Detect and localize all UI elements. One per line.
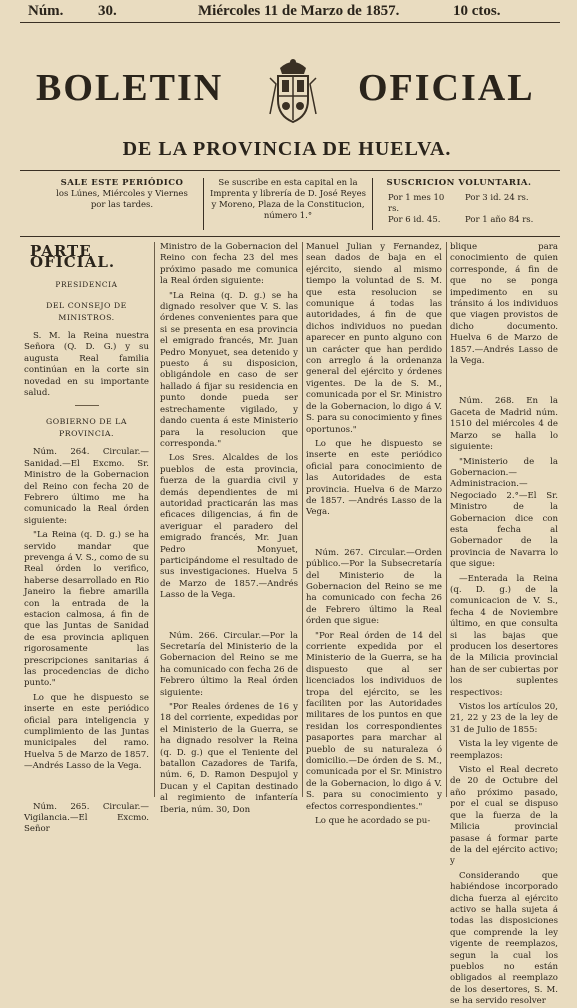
info-rule: [20, 236, 560, 237]
column-divider: [446, 242, 447, 797]
paragraph: blique para conocimiento de quien corresponde, á fin de que no se ponga impedimento en su tránsito á los individuos que viagen provistos de dicho documento. Huelva 6 de Marzo de 1857.—Andrés Lasso de la Vega.: [450, 242, 558, 367]
masthead-rule: [20, 170, 560, 171]
paragraph: —Enterada la Reina (q. D. g.) de la comunicacion de V. S., fecha 4 de Noviembre último, en que consulta si las bajas que producen los desertores de la Milicia provincial han de ser cubiertas por los suplentes respectivos:: [450, 573, 558, 698]
masthead-left: BOLETIN: [36, 67, 224, 109]
paragraph: Ministro de la Gobernacion del Reino con fecha 23 del mes próximo pasado me comunica la Real órden siguiente:: [160, 242, 298, 287]
publication-info: [52, 178, 192, 230]
paragraph: Núm. 266. Circular.—Por la Secretaría del Ministerio de la Gobernacion del Reino se me ha comunicado con fecha 26 de Febrero último la Real órden siguiente:: [160, 630, 298, 698]
paragraph: Núm. 265. Circular.— Vigilancia.—El Excmo. Señor: [24, 801, 149, 835]
masthead-right: OFICIAL: [358, 67, 535, 109]
paragraph: S. M. la Reina nuestra Señora (Q. D. G.) y su augusta Real familia continúan en la corte sin novedad en su importante salud.: [24, 331, 149, 399]
rate-item: Por 1 mes 10 rs.: [388, 193, 445, 214]
presidency-heading: PRESIDENCIA: [55, 279, 118, 289]
column-divider: [302, 242, 303, 797]
paragraph: "Por Real órden de 14 del corriente expedida por el Ministerio de la Guerra, se ha dispuesto que al ser licenciados los individuos de tropa del ejército, se les faciliten por las Autoridades militares de los puntos en que residan los correspondientes pasaportes para marchar al pueblo de su naturaleza ó domicilio.—De órden de S. M., comunicada por el Sr. Ministro de la Gobernacion, lo digo á V. S. para su conocimiento y efectos correspondientes.": [306, 630, 442, 812]
paragraph: "La Reina (q. D. g.) se ha servido mandar que prevenga á V. S., como de su Real órden lo verifico, haberse desarrollado en Rio Janeiro la fiebre amarilla con la entrada de la estacion calmosa, á fin de que las Juntas de Sanidad de esa provincia apliquen rigorosamente las prescripciones sanitarias á las procedencias de dicho punto.": [24, 530, 149, 689]
paragraph: Considerando que habiéndose incorporado dicha fuerza al ejército activo se halla sujeta á todas las disposiciones que comprende la ley vigente de reemplazos, segun la cual los pueblos no están obligados al reemplazo de los desertores, S. M. se ha servido resolver: [450, 870, 558, 1007]
paragraph: Núm. 268. En la Gaceta de Madrid núm. 1510 del miércoles 4 de Marzo se halla lo siguiente:: [450, 396, 558, 453]
paragraph: Lo que he acordado se pu-: [315, 816, 431, 827]
government-heading: GOBIERNO DE LA PROVINCIA.: [46, 417, 127, 438]
paragraph: Núm. 267. Circular.—Orden público.—Por la Subsecretaría del Ministerio de la Gobernacion del Reino se me ha comunicado con fecha 26 de Febrero último la Real órden que sigue:: [306, 547, 442, 627]
subscription-place: [203, 178, 373, 230]
paragraph: Lo que he dispuesto se inserte en este periódico oficial para conocimiento de las Autoridades de esta provincia. Huelva 6 de Marzo de 1857. —Andrés Lasso de la Vega.: [306, 438, 442, 518]
masthead-subtitle: DE LA PROVINCIA DE HUELVA.: [122, 138, 452, 160]
rate-item: Por 6 id. 45.: [388, 215, 441, 225]
paragraph: "Por Reales órdenes de 16 y 18 del corriente, expedidas por el Ministerio de la Guerra, se ha dignado resolver la Reina (q. D. g.) que el Teniente del batallon Cazadores de Tarifa, núm. 6, D. Ramon Despujol y Ducan y el Capitan destinado al regimiento de infantería Iberia, núm. 30, Don: [160, 702, 298, 815]
paragraph: Lo que he dispuesto se inserte en este periódico oficial para inteligencia y cumplimiento de las Juntas municipales del ramo. Huelva 5 de Marzo de 1857.—Andrés Lasso de la Vega.: [24, 692, 149, 772]
paragraph: Núm. 264. Circular.— Sanidad.—El Excmo. Sr. Ministro de la Gobernacion del Reino con fecha 20 de Febrero último me ha comunicado la Real órden siguiente:: [24, 447, 149, 526]
paragraph: Visto el Real decreto de 20 de Octubre del año próximo pasado, por el cual se dispuso que la fuerza de la Milicia provincial pasase á formar parte de la del ejército activo; y: [450, 765, 558, 867]
publication-days: los Lúnes, Miércoles y Viernes por las tardes.: [56, 189, 188, 210]
subscription-text: Se suscribe en esta capital en la Imprenta y librería de D. José Reyes y Moreno, Plaza de la Constitucion, número 1.°: [210, 178, 366, 221]
paragraph: Manuel Julian y Fernandez, sean dados de baja en el ejército, siendo al mismo tiempo la voluntad de S. M. que esta resolucion se comunique á todas las autoridades, á fin de que dichos individuos no puedan aparecer en punto alguno con un carácter que han perdido con arreglo á la ordenanza general del ejército y órdenes vigentes. De la de S. M., comunicada por el Sr. Ministro de la Gobernacion, lo digo á V. S. para su conocimiento y fines oportunos.": [306, 242, 442, 435]
issue-number: 30.: [98, 3, 117, 19]
paragraph: Vistos los artículos 20, 21, 22 y 23 de la ley de 31 de Julio de 1855:: [450, 702, 558, 735]
issue-date: Miércoles 11 de Marzo de 1857.: [198, 3, 400, 19]
paragraph: "Ministerio de la Gobernacion.—Administracion.—Negociado 2.°—El Sr. Ministro de la Gobernacion dice con esta fecha al Gobernador de la provincia de Navarra lo que sigue:: [450, 456, 558, 570]
header-rule: [20, 22, 560, 23]
paragraph: "La Reina (q. D. g.) se ha dignado resolver que V. S. las órdenes convenientes para que si se presenta en esa provincia el emigrado francés, Mr. Juan Pedro Monyuet, sea detenido y puesto á su disposicion, obligándole en caso de ser hallado á fijar su residencia en punto donde pueda ser estrechamente vigilado, y dando cuenta á este Ministerio para la resolucion que corresponda.": [160, 290, 298, 449]
publication-title: SALE ESTE PERIÓDICO: [60, 178, 184, 188]
council-heading: DEL CONSEJO DE MINISTROS.: [46, 301, 127, 322]
rates-table: [384, 193, 534, 226]
divider: [75, 405, 99, 406]
column-2: [160, 242, 298, 815]
subscription-rates: [384, 178, 534, 230]
paragraph: Vista la ley vigente de reemplazos:: [450, 739, 558, 761]
column-4: [450, 242, 558, 1007]
issue-number-label: Núm.: [28, 3, 64, 19]
rate-item: Por 1 año 84 rs.: [465, 215, 534, 225]
subscription-title: SUSCRICION VOLUNTARIA.: [386, 178, 532, 188]
section-title: PARTE OFICIAL.: [30, 242, 116, 272]
header-line: [28, 3, 560, 21]
column-divider: [154, 242, 155, 797]
rate-item: Por 3 id. 24 rs.: [465, 193, 529, 203]
column-3: [306, 242, 442, 827]
royal-crest-icon: [266, 54, 320, 126]
column-1: [24, 242, 149, 835]
issue-price: 10 ctos.: [453, 3, 501, 19]
paragraph: Los Sres. Alcaldes de los pueblos de esta provincia, fuerza de la guardia civil y demás dependientes de mi autoridad practicarán las mas eficaces diligencias, á fin de averiguar el paradero del emigrado francés, Mr. Juan Pedro Monyuet, participándome el resultado de sus investigaciones. Huelva 5 de Marzo de 1857.—Andrés Lasso de la Vega.: [160, 453, 298, 601]
